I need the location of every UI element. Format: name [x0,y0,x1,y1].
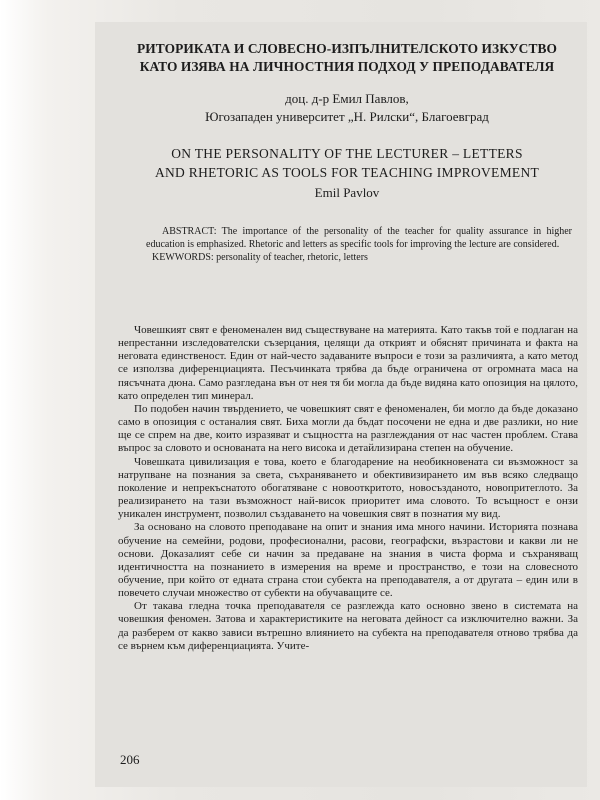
abstract-text: ABSTRACT: The importance of the personality of the teacher for quality assurance in higher education is emphasized. Rhetoric and letters as specific tools for improving the lecture are considered. [146,226,572,250]
body-text [118,324,578,653]
body-paragraph-1: Човешкият свят е феноменален вид съществуване на материята. Като такъв той е подлаган на непрестанни изследователски съзерцания, целящи да открият и обяснят причината и факта на неговата единственост. Един от най-често задаваните въпроси е този за различията, а като метод се използва диференциацията. Песъчинката трябва да бъде ограничена от огромната маса на пясъчната дюна. Само разгледана вън от нея тя би могла да бъде видяна като опозиция на цялото, като определен тип минерал. [118,324,578,402]
abstract-block [146,225,572,264]
author-name-bulgarian: доц. д-р Емил Павлов, [285,91,409,106]
author-block-bulgarian [112,90,582,126]
body-paragraph-2: По подобен начин твърдението, че човешкият свят е феноменален, би могло да бъде доказано само в опозиция с останалия свят. Биха могли да бъдат посочени не една и две разлики, но ние ще се спрем на две, които изразяват и същността на разглеждания от нас частен проблем. Става въпрос за словото и основаната на него висока и детайлизирана степен на обучение. [118,402,578,455]
body-paragraph-3: Човешката цивилизация е това, което е благодарение на необикновената си възможност за натрупване на познания за света, съхраняването и обективизирането им във всяко следващо поколение и непрекъснатото обогатяване с новооткритото, новосъзданото, новопритеглото. За реализирането на тази възможност най-висок приоритет има словото. То всъщност е онзи уникален инструмент, позволил създаването на човешкия свят в познатия му вид. [118,455,578,521]
affiliation-bulgarian: Югозападен университет „Н. Рилски“, Благоевград [205,109,489,124]
title-english-line-2: AND RHETORIC AS TOOLS FOR TEACHING IMPROVEMENT [154,165,540,180]
title-english [112,144,582,182]
page-number: 206 [120,752,140,767]
title-bulgarian [112,40,582,76]
title-bulgarian-line-1: РИТОРИКАТА И СЛОВЕСНО-ИЗПЪЛНИТЕЛСКОТО ИЗКУСТВО [136,41,558,56]
title-bulgarian-line-2: КАТО ИЗЯВА НА ЛИЧНОСТНИЯ ПОДХОД У ПРЕПОДАВАТЕЛЯ [139,59,555,74]
title-english-line-1: ON THE PERSONALITY OF THE LECTURER – LETTERS [171,146,523,161]
keywords-text: KEWWORDS: personality of teacher, rhetoric, letters [152,252,368,263]
body-paragraph-5: От такава гледна точка преподавателя се разглежда като основно звено в системата на човешкия феномен. Затова и характеристиките на неговата дейност са изключително важни. За да разберем от какво зависи вътрешно влиянието на субекта на преподавателя отново трябва да се върнем към диференциацията. Учите- [118,600,578,652]
author-name-english: Emil Pavlov [314,185,380,200]
body-paragraph-4: За основано на словото преподаване на опит и знания има много начини. Историята познава обучение на семейни, родови, професионални, расови, географски, възрастови и какви ли не основи. Доказалият себе си начин за предаване на знания в чиста форма и съхраняващ идентичността на познанието в измерения на време и пространство, е този на словесното обучение, при който от едната страна стои субекта на преподавателя, а от другата – един или в повечето случаи множество от субекти на обучаващите се. [118,521,578,600]
